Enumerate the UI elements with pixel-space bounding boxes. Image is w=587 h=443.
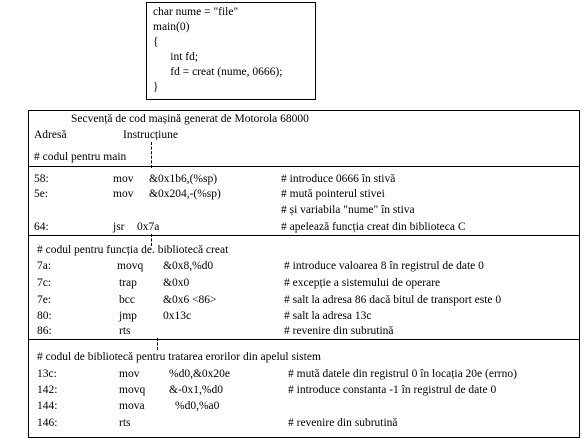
section-creat-label: # codul pentru funcția de. bibliotecă creat bbox=[37, 244, 229, 256]
row-comment: # introduce valoarea 8 în registrul de date 0 bbox=[284, 260, 484, 272]
row-opcode: bcc bbox=[119, 294, 135, 306]
c-line: { bbox=[153, 36, 159, 48]
row-opcode: jmp bbox=[119, 310, 137, 322]
assembly-box bbox=[28, 110, 580, 438]
row-operands: 0x7a bbox=[137, 221, 160, 233]
header-instruction: Instrucțiune bbox=[123, 129, 178, 141]
row-address: 13c: bbox=[37, 368, 57, 380]
row-opcode: jsr bbox=[113, 221, 125, 233]
row-comment: # mută pointerul stivei bbox=[281, 188, 385, 200]
row-opcode: rts bbox=[119, 417, 131, 429]
row-comment: # apelează funcția creat din biblioteca C bbox=[281, 221, 466, 233]
row-address: 58: bbox=[34, 173, 49, 185]
row-comment: # salt la adresa 86 dacă bitul de transport este 0 bbox=[284, 294, 502, 306]
assembly-title: Secvență de cod mașină generat de Motorola 68000 bbox=[71, 113, 309, 125]
row-address: 86: bbox=[37, 325, 52, 337]
row-comment: # salt la adresa 13c bbox=[284, 310, 372, 322]
row-operands: &0x204,-(%sp) bbox=[149, 188, 221, 200]
row-comment: # mută datele din registrul 0 în locația 20e (errno) bbox=[288, 368, 517, 380]
section-divider bbox=[29, 235, 579, 236]
row-opcode: mova bbox=[119, 400, 145, 412]
row-address: 7c: bbox=[37, 277, 52, 289]
c-line: fd = creat (nume, 0666); bbox=[153, 66, 283, 78]
row-opcode: rts bbox=[119, 325, 131, 337]
row-operands: 0x13c bbox=[163, 310, 192, 322]
row-comment: # introduce 0666 în stivă bbox=[281, 173, 396, 185]
header-address: Adresă bbox=[34, 129, 67, 141]
row-operands: &0x6 <86> bbox=[163, 294, 217, 306]
row-operands: %d0,%a0 bbox=[175, 400, 220, 412]
c-source-box bbox=[146, 2, 316, 100]
row-comment: # introduce constanta -1 în registrul de date 0 bbox=[288, 384, 497, 396]
row-address: 142: bbox=[37, 384, 58, 396]
row-opcode: trap bbox=[119, 277, 137, 289]
row-opcode: mov bbox=[113, 173, 134, 185]
row-comment: # și variabila "nume" în stiva bbox=[281, 204, 415, 216]
row-address: 7a: bbox=[37, 260, 52, 272]
section-divider bbox=[29, 166, 579, 167]
row-address: 146: bbox=[37, 417, 58, 429]
row-address: 144: bbox=[37, 400, 58, 412]
row-operands: &0x1b6,(%sp) bbox=[149, 173, 218, 185]
row-address: 5e: bbox=[34, 188, 49, 200]
section-errors-label: # codul de bibliotecă pentru tratarea erorilor din apelul sistem bbox=[37, 351, 321, 363]
row-opcode: movq bbox=[117, 260, 144, 272]
row-operands: &0x8,%d0 bbox=[163, 260, 214, 272]
marker-dash bbox=[151, 142, 152, 168]
row-operands: &0x0 bbox=[163, 277, 190, 289]
row-opcode: mov bbox=[119, 368, 140, 380]
row-comment: # revenire din subrutină bbox=[288, 417, 398, 429]
row-comment: # revenire din subrutină bbox=[284, 325, 394, 337]
row-address: 80: bbox=[37, 310, 52, 322]
row-comment: # excepție a sistemului de operare bbox=[284, 277, 441, 289]
c-line: char nume = "file" bbox=[153, 6, 239, 18]
section-main-label: # codul pentru main bbox=[34, 151, 127, 163]
c-line: int fd; bbox=[153, 51, 199, 63]
section-divider bbox=[29, 339, 579, 340]
c-line: main(0) bbox=[153, 21, 190, 33]
row-opcode: mov bbox=[113, 188, 134, 200]
row-address: 7e: bbox=[37, 294, 52, 306]
row-operands: %d0,&0x20e bbox=[169, 368, 231, 380]
row-opcode: movq bbox=[119, 384, 146, 396]
row-address: 64: bbox=[34, 221, 49, 233]
c-line: } bbox=[153, 81, 159, 93]
row-operands: &-0x1,%d0 bbox=[169, 384, 223, 396]
